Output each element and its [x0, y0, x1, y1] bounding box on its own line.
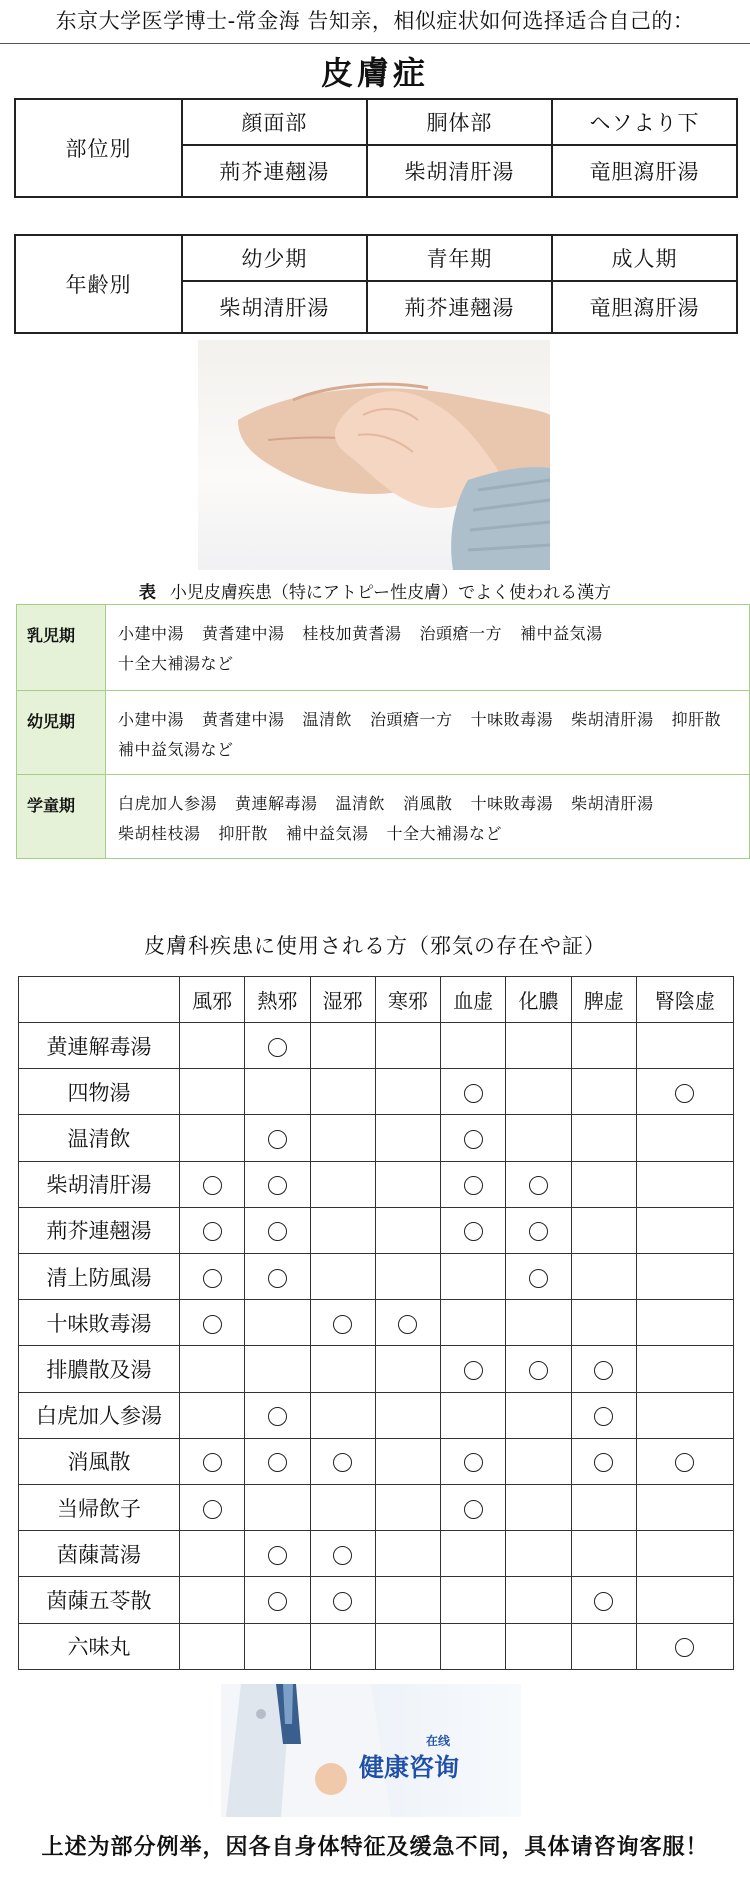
- grid-column-header: 熱邪: [245, 977, 310, 1023]
- pediatric-items: [106, 775, 750, 859]
- grid-cell: [245, 1438, 310, 1484]
- consult-banner[interactable]: [221, 1684, 521, 1817]
- grid-cell: [571, 1485, 636, 1531]
- grid-cell: [636, 1069, 733, 1115]
- grid-cell: [375, 1161, 440, 1207]
- grid-title: 皮膚科疾患に使用される方（邪気の存在や証）: [144, 934, 606, 958]
- circle-mark-icon: [333, 1315, 352, 1334]
- grid-cell: [441, 1531, 506, 1577]
- grid-cell: [310, 1485, 375, 1531]
- grid-cell: [180, 1207, 245, 1253]
- grid-row-name: 清上防風湯: [19, 1254, 180, 1300]
- circle-mark-icon: [594, 1592, 613, 1611]
- circle-mark-icon: [675, 1084, 694, 1103]
- grid-cell: [375, 1392, 440, 1438]
- grid-row: [19, 1161, 734, 1207]
- item: 黄耆建中湯: [202, 710, 285, 729]
- grid-cell: [441, 1207, 506, 1253]
- grid-row-name: 白虎加人参湯: [19, 1392, 180, 1438]
- grid-cell: [636, 1207, 733, 1253]
- grid-cell: [310, 1531, 375, 1577]
- circle-mark-icon: [529, 1222, 548, 1241]
- grid-cell: [180, 1346, 245, 1392]
- grid-cell: [375, 1346, 440, 1392]
- age-header-1: 幼少期: [182, 235, 367, 281]
- grid-cell: [506, 1485, 571, 1531]
- circle-mark-icon: [464, 1222, 483, 1241]
- circle-mark-icon: [594, 1453, 613, 1472]
- grid-column-header: 脾虚: [571, 977, 636, 1023]
- grid-row-name: 黄連解毒湯: [19, 1023, 180, 1069]
- item: 補中益気湯: [520, 624, 603, 643]
- grid-row: [19, 1207, 734, 1253]
- grid-cell: [310, 1161, 375, 1207]
- site-value-1: 荊芥連翹湯: [182, 145, 367, 197]
- grid-cell: [636, 1392, 733, 1438]
- circle-mark-icon: [464, 1453, 483, 1472]
- grid-cell: [441, 1623, 506, 1669]
- grid-corner: [19, 977, 180, 1023]
- grid-row: [19, 1115, 734, 1161]
- grid-cell: [571, 1623, 636, 1669]
- grid-cell: [571, 1531, 636, 1577]
- grid-cell: [375, 1300, 440, 1346]
- circle-mark-icon: [464, 1084, 483, 1103]
- page-title: 皮膚症: [320, 54, 429, 92]
- item: 小建中湯: [118, 710, 185, 729]
- grid-cell: [441, 1023, 506, 1069]
- grid-cell: [180, 1254, 245, 1300]
- age-header-2: 青年期: [367, 235, 552, 281]
- pediatric-stage-label: 幼児期: [17, 691, 106, 775]
- circle-mark-icon: [464, 1130, 483, 1149]
- grid-row-name: 柴胡清肝湯: [19, 1161, 180, 1207]
- circle-mark-icon: [529, 1361, 548, 1380]
- grid-cell: [180, 1069, 245, 1115]
- grid-cell: [636, 1254, 733, 1300]
- grid-cell: [180, 1161, 245, 1207]
- item: 桂枝加黄耆湯: [302, 624, 402, 643]
- grid-row: [19, 1392, 734, 1438]
- item: 治頭瘡一方: [370, 710, 453, 729]
- circle-mark-icon: [464, 1500, 483, 1519]
- item: 抑肝散: [218, 824, 269, 843]
- grid-cell: [506, 1300, 571, 1346]
- item: 治頭瘡一方: [419, 624, 503, 643]
- pediatric-table: [16, 604, 750, 859]
- grid-cell: [441, 1485, 506, 1531]
- grid-cell: [180, 1023, 245, 1069]
- circle-mark-icon: [333, 1592, 352, 1611]
- grid-cell: [245, 1254, 310, 1300]
- grid-row: [19, 1346, 734, 1392]
- site-table: [14, 98, 738, 198]
- grid-cell: [571, 1207, 636, 1253]
- grid-row-name: 荊芥連翹湯: [19, 1207, 180, 1253]
- grid-cell: [636, 1577, 733, 1623]
- circle-mark-icon: [203, 1269, 222, 1288]
- item: 温清飲: [302, 710, 353, 729]
- grid-row-name: 十味敗毒湯: [19, 1300, 180, 1346]
- grid-cell: [506, 1023, 571, 1069]
- grid-column-header: 湿邪: [310, 977, 375, 1023]
- circle-mark-icon: [203, 1176, 222, 1195]
- grid-cell: [180, 1577, 245, 1623]
- grid-cell: [310, 1300, 375, 1346]
- grid-cell: [245, 1161, 310, 1207]
- circle-mark-icon: [398, 1315, 417, 1334]
- grid-cell: [245, 1069, 310, 1115]
- grid-row: [19, 1023, 734, 1069]
- grid-cell: [375, 1531, 440, 1577]
- grid-cell: [441, 1577, 506, 1623]
- circle-mark-icon: [268, 1546, 287, 1565]
- grid-cell: [571, 1438, 636, 1484]
- grid-cell: [375, 1069, 440, 1115]
- grid-row-name: 温清飲: [19, 1115, 180, 1161]
- grid-cell: [375, 1577, 440, 1623]
- item: 十全大補湯など: [386, 824, 503, 843]
- grid-cell: [180, 1300, 245, 1346]
- grid-cell: [571, 1254, 636, 1300]
- grid-cell: [571, 1069, 636, 1115]
- grid-column-header: 腎陰虚: [636, 977, 733, 1023]
- grid-cell: [571, 1392, 636, 1438]
- grid-cell: [180, 1531, 245, 1577]
- grid-cell: [375, 1485, 440, 1531]
- grid-cell: [375, 1115, 440, 1161]
- grid-cell: [245, 1577, 310, 1623]
- grid-row: [19, 1254, 734, 1300]
- grid-cell: [441, 1346, 506, 1392]
- item: 柴胡桂枝湯: [118, 824, 201, 843]
- age-value-3: 竜胆瀉肝湯: [552, 281, 737, 333]
- grid-cell: [506, 1207, 571, 1253]
- site-value-2: 柴胡清肝湯: [367, 145, 552, 197]
- grid-cell: [506, 1577, 571, 1623]
- circle-mark-icon: [268, 1269, 287, 1288]
- grid-cell: [245, 1623, 310, 1669]
- grid-cell: [310, 1577, 375, 1623]
- grid-cell: [310, 1438, 375, 1484]
- banner-small-text: 在线: [426, 1734, 451, 1748]
- circle-mark-icon: [268, 1407, 287, 1426]
- grid-cell: [506, 1254, 571, 1300]
- grid-cell: [375, 1207, 440, 1253]
- grid-cell: [375, 1023, 440, 1069]
- age-value-1: 柴胡清肝湯: [182, 281, 367, 333]
- grid-row-name: 四物湯: [19, 1069, 180, 1115]
- caption-prefix: 表: [138, 583, 156, 603]
- grid-row: [19, 1485, 734, 1531]
- item: 十全大補湯など: [118, 654, 234, 673]
- grid-cell: [180, 1392, 245, 1438]
- grid-cell: [245, 1115, 310, 1161]
- circle-mark-icon: [529, 1176, 548, 1195]
- banner-title: 健康咨询: [359, 1753, 460, 1782]
- item: 温清飲: [335, 794, 386, 813]
- grid-cell: [310, 1392, 375, 1438]
- pediatric-items: [106, 605, 750, 691]
- site-header-3: ヘソより下: [552, 99, 737, 145]
- pediatric-stage-label: 学童期: [17, 775, 106, 859]
- grid-cell: [441, 1161, 506, 1207]
- item: 補中益気湯: [286, 824, 369, 843]
- grid-row-name: 茵蔯蒿湯: [19, 1531, 180, 1577]
- circle-mark-icon: [268, 1592, 287, 1611]
- grid-cell: [636, 1485, 733, 1531]
- grid-cell: [180, 1438, 245, 1484]
- grid-cell: [245, 1207, 310, 1253]
- grid-cell: [506, 1346, 571, 1392]
- circle-mark-icon: [268, 1222, 287, 1241]
- grid-cell: [245, 1485, 310, 1531]
- circle-mark-icon: [268, 1130, 287, 1149]
- grid-cell: [245, 1392, 310, 1438]
- grid-column-header: 寒邪: [375, 977, 440, 1023]
- grid-cell: [636, 1161, 733, 1207]
- grid-cell: [571, 1300, 636, 1346]
- site-value-3: 竜胆瀉肝湯: [552, 145, 737, 197]
- age-value-2: 荊芥連翹湯: [367, 281, 552, 333]
- item: 白虎加人参湯: [118, 794, 218, 813]
- grid-cell: [636, 1438, 733, 1484]
- grid-cell: [506, 1392, 571, 1438]
- grid-row: [19, 1531, 734, 1577]
- grid-column-header: 風邪: [180, 977, 245, 1023]
- site-header-1: 顔面部: [182, 99, 367, 145]
- age-header-3: 成人期: [552, 235, 737, 281]
- site-table-label: 部位別: [15, 99, 182, 197]
- circle-mark-icon: [333, 1453, 352, 1472]
- grid-cell: [441, 1300, 506, 1346]
- grid-cell: [310, 1207, 375, 1253]
- grid-cell: [571, 1577, 636, 1623]
- grid-column-header: 化膿: [506, 977, 571, 1023]
- circle-mark-icon: [464, 1361, 483, 1380]
- grid-cell: [636, 1115, 733, 1161]
- grid-cell: [571, 1115, 636, 1161]
- circle-mark-icon: [203, 1453, 222, 1472]
- grid-cell: [375, 1623, 440, 1669]
- pediatric-stage-label: 乳児期: [17, 605, 106, 691]
- grid-cell: [441, 1254, 506, 1300]
- circle-mark-icon: [594, 1407, 613, 1426]
- circle-mark-icon: [268, 1038, 287, 1057]
- grid-cell: [245, 1531, 310, 1577]
- grid-cell: [245, 1023, 310, 1069]
- grid-cell: [180, 1115, 245, 1161]
- circle-mark-icon: [203, 1222, 222, 1241]
- item: 柴胡清肝湯: [571, 710, 654, 729]
- circle-mark-icon: [333, 1546, 352, 1565]
- item: 黄耆建中湯: [202, 624, 285, 643]
- caption-text: 小児皮膚疾患（特にアトピー性皮膚）でよく使われる漢方: [169, 583, 612, 603]
- grid-cell: [571, 1346, 636, 1392]
- grid-cell: [636, 1300, 733, 1346]
- header-divider: [0, 43, 750, 44]
- grid-cell: [636, 1346, 733, 1392]
- circle-mark-icon: [675, 1453, 694, 1472]
- grid-cell: [180, 1485, 245, 1531]
- hands-photo: [198, 340, 550, 570]
- footer-note: 上述为部分例举，因各自身体特征及缓急不同，具体请咨询客服！: [41, 1834, 709, 1860]
- header-line: 东京大学医学博士-常金海 告知亲，相似症状如何选择适合自己的：: [55, 9, 695, 33]
- grid-row-name: 消風散: [19, 1438, 180, 1484]
- site-header-2: 胴体部: [367, 99, 552, 145]
- item: 消風散: [403, 794, 453, 813]
- grid-row-name: 排膿散及湯: [19, 1346, 180, 1392]
- grid-cell: [506, 1438, 571, 1484]
- grid-cell: [310, 1069, 375, 1115]
- circle-mark-icon: [268, 1453, 287, 1472]
- grid-cell: [636, 1023, 733, 1069]
- grid-cell: [441, 1069, 506, 1115]
- item: 抑肝散: [671, 710, 722, 729]
- herb-grid: [18, 976, 734, 1670]
- grid-cell: [375, 1438, 440, 1484]
- age-table: [14, 234, 738, 334]
- item: 柴胡清肝湯: [571, 794, 654, 813]
- circle-mark-icon: [594, 1361, 613, 1380]
- grid-row: [19, 1069, 734, 1115]
- grid-cell: [571, 1161, 636, 1207]
- grid-cell: [310, 1115, 375, 1161]
- item: 小建中湯: [118, 624, 185, 643]
- grid-cell: [310, 1623, 375, 1669]
- grid-cell: [636, 1531, 733, 1577]
- age-table-label: 年齢別: [15, 235, 182, 333]
- grid-cell: [310, 1023, 375, 1069]
- item: 黄連解毒湯: [235, 794, 318, 813]
- grid-cell: [375, 1254, 440, 1300]
- circle-mark-icon: [529, 1269, 548, 1288]
- grid-cell: [506, 1069, 571, 1115]
- item: 十味敗毒湯: [470, 794, 554, 813]
- grid-row-name: 当帰飲子: [19, 1485, 180, 1531]
- grid-row: [19, 1300, 734, 1346]
- grid-cell: [441, 1392, 506, 1438]
- circle-mark-icon: [203, 1500, 222, 1519]
- grid-cell: [506, 1161, 571, 1207]
- grid-cell: [245, 1300, 310, 1346]
- grid-row-name: 六味丸: [19, 1623, 180, 1669]
- circle-mark-icon: [464, 1176, 483, 1195]
- grid-cell: [310, 1346, 375, 1392]
- grid-cell: [441, 1438, 506, 1484]
- grid-cell: [180, 1623, 245, 1669]
- circle-mark-icon: [268, 1176, 287, 1195]
- grid-cell: [506, 1623, 571, 1669]
- grid-cell: [636, 1623, 733, 1669]
- grid-cell: [441, 1115, 506, 1161]
- circle-mark-icon: [675, 1638, 694, 1657]
- grid-cell: [245, 1346, 310, 1392]
- grid-row: [19, 1438, 734, 1484]
- item: 補中益気湯など: [118, 740, 234, 759]
- hands-illustration: [198, 340, 550, 570]
- grid-row: [19, 1623, 734, 1669]
- grid-cell: [506, 1531, 571, 1577]
- grid-row-name: 茵蔯五苓散: [19, 1577, 180, 1623]
- grid-column-header: 血虚: [441, 977, 506, 1023]
- circle-mark-icon: [203, 1315, 222, 1334]
- grid-row: [19, 1577, 734, 1623]
- grid-cell: [506, 1115, 571, 1161]
- pediatric-items: [106, 691, 750, 775]
- grid-cell: [310, 1254, 375, 1300]
- table-caption: [0, 578, 750, 603]
- grid-cell: [571, 1023, 636, 1069]
- item: 十味敗毒湯: [470, 710, 554, 729]
